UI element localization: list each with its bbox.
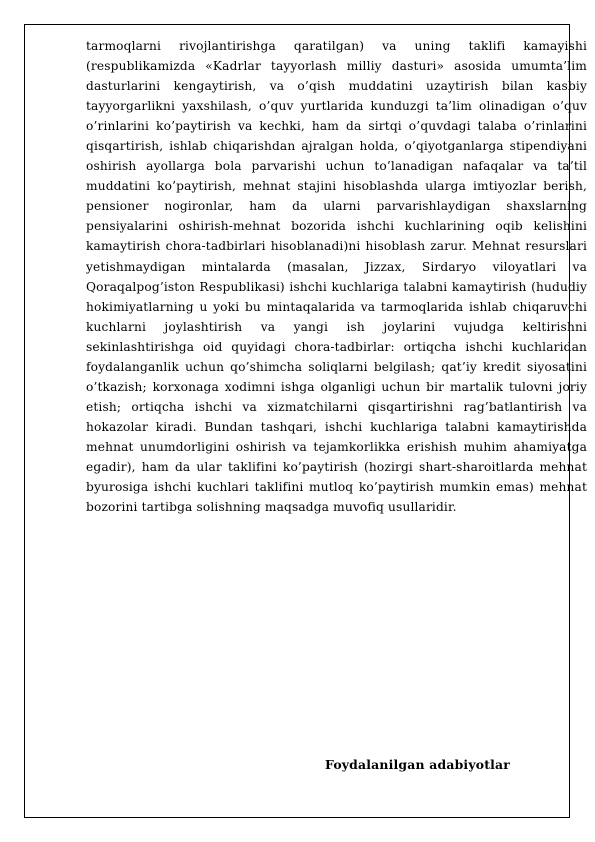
references-heading: Foydalanilgan adabiyotlar bbox=[325, 757, 510, 772]
body-paragraph: tarmoqlarni rivojlantirishga qaratilgan) va uning taklifi kamayishi (respublikamizda «Kadrlar tayyorlash milliy dasturi» asosida umumta’lim dasturlarini kengaytirish, va o’qish muddatini uzaytirish bilan kasbiy tayyorgarlikni yaxshilash, o’quv yurtlarida kunduzgi ta’lim olinadigan o’quv o’rinlarini ko’paytirish va kechki, ham da sirtqi o’quvdagi talaba o’rinlarini qisqartirish, ishlab chiqarishdan ajralgan holda, o’qiyotganlarga stipendiyani oshirish ayollarga bola parvarishi uchun to’lanadigan nafaqalar va ta’til muddatini ko’paytirish, mehnat stajini hisoblashda ularga imtiyozlar berish, pensioner nogironlar, ham da ularni parvarishlaydigan shaxslarning pensiyalarini oshirish-mehnat bozorida ishchi kuchlarining oqib kelishini kamaytirish chora-tadbirlari hisoblanadi)ni hisoblash zarur. Mehnat resurslari yetishmaydigan mintalarda (masalan, Jizzax, Sirdaryo viloyatlari va Qoraqalpog’iston Respublikasi) ishchi kuchlariga talabni kamaytirish (hududiy hokimiyatlarning u yoki bu mintaqalarida va tarmoqlarida ishlab chiqaruvchi kuchlarni joylashtirish va yangi ish joylarini vujudga keltirishni sekinlashtirishga oid quyidagi chora-tadbirlar: ortiqcha ishchi kuchlaridan foydalanganlik uchun qo’shimcha soliqlarni belgilash; qat’iy kredit siyosatini o’tkazish; korxonaga xodimni ishga olganligi uchun bir martalik tulovni joriy etish; ortiqcha ishchi va xizmatchilarni qisqartirishni rag’batlantirish va hokazolar kiradi. Bundan tashqari, ishchi kuchlariga talabni kamaytirishda mehnat unumdorligini oshirish va tejamkorlikka erishish muhim ahamiyatga egadir), ham da ular taklifini ko’paytirish (hozirgi shart-sharoitlarda mehnat byurosiga ishchi kuchlari taklifini mutloq ko’paytirish mumkin emas) mehnat bozorini tartibga solishning maqsadga muvofiq usullaridir. bbox=[86, 39, 587, 515]
